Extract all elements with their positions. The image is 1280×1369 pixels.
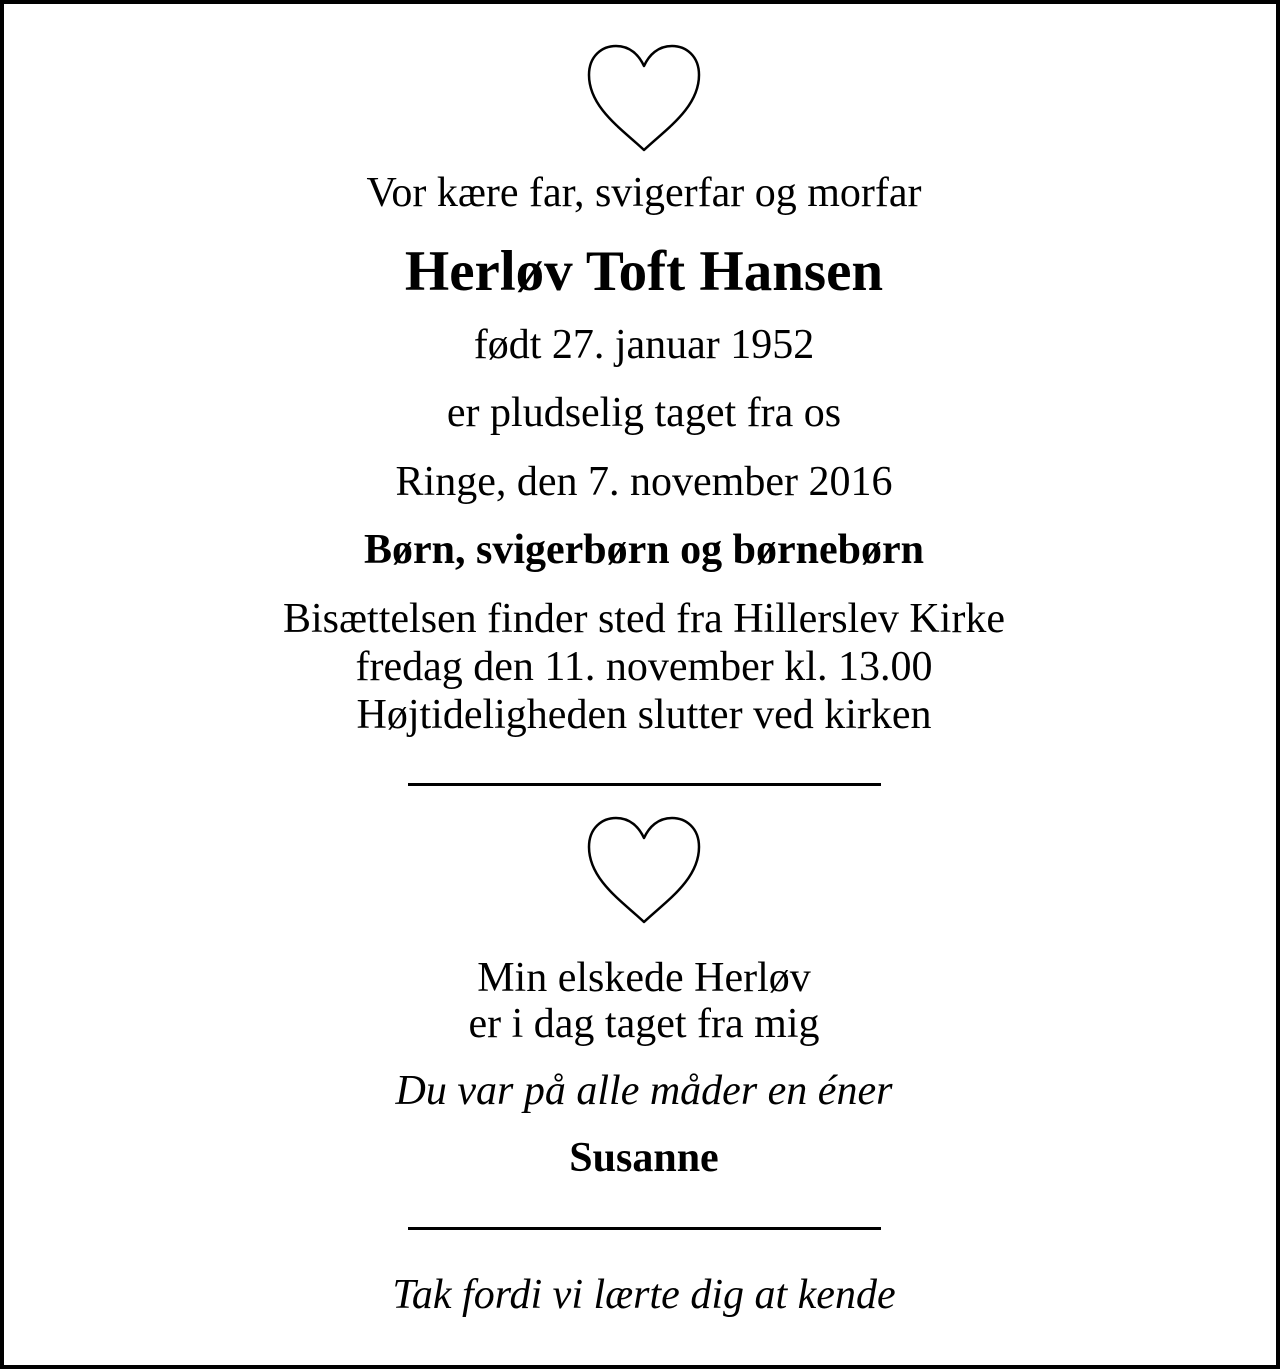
deceased-name: Herløv Toft Hansen bbox=[404, 240, 884, 303]
funeral-line: fredag den 11. november kl. 13.00 bbox=[355, 644, 933, 690]
divider bbox=[408, 783, 881, 786]
divider bbox=[408, 1227, 881, 1230]
family-signature: Børn, svigerbørn og børnebørn bbox=[363, 527, 925, 573]
signature: Susanne bbox=[569, 1135, 719, 1181]
heart-outline-icon bbox=[583, 42, 705, 154]
intro-line: Vor kære far, svigerfar og morfar bbox=[366, 170, 922, 216]
funeral-line: Bisættelsen finder sted fra Hillerslev Kirke bbox=[283, 596, 1005, 642]
place-and-date: Ringe, den 7. november 2016 bbox=[395, 459, 893, 505]
tribute-line: Du var på alle måder en éner bbox=[395, 1068, 893, 1114]
personal-note-line: Min elskede Herløv bbox=[477, 955, 811, 1001]
birth-date: født 27. januar 1952 bbox=[473, 322, 815, 368]
closing-line: Tak fordi vi lærte dig at kende bbox=[392, 1272, 896, 1318]
personal-note-line: er i dag taget fra mig bbox=[468, 1001, 820, 1047]
funeral-line: Højtideligheden slutter ved kirken bbox=[356, 692, 932, 738]
heart-outline-icon bbox=[583, 814, 705, 926]
passing-line: er pludselig taget fra os bbox=[446, 390, 842, 436]
